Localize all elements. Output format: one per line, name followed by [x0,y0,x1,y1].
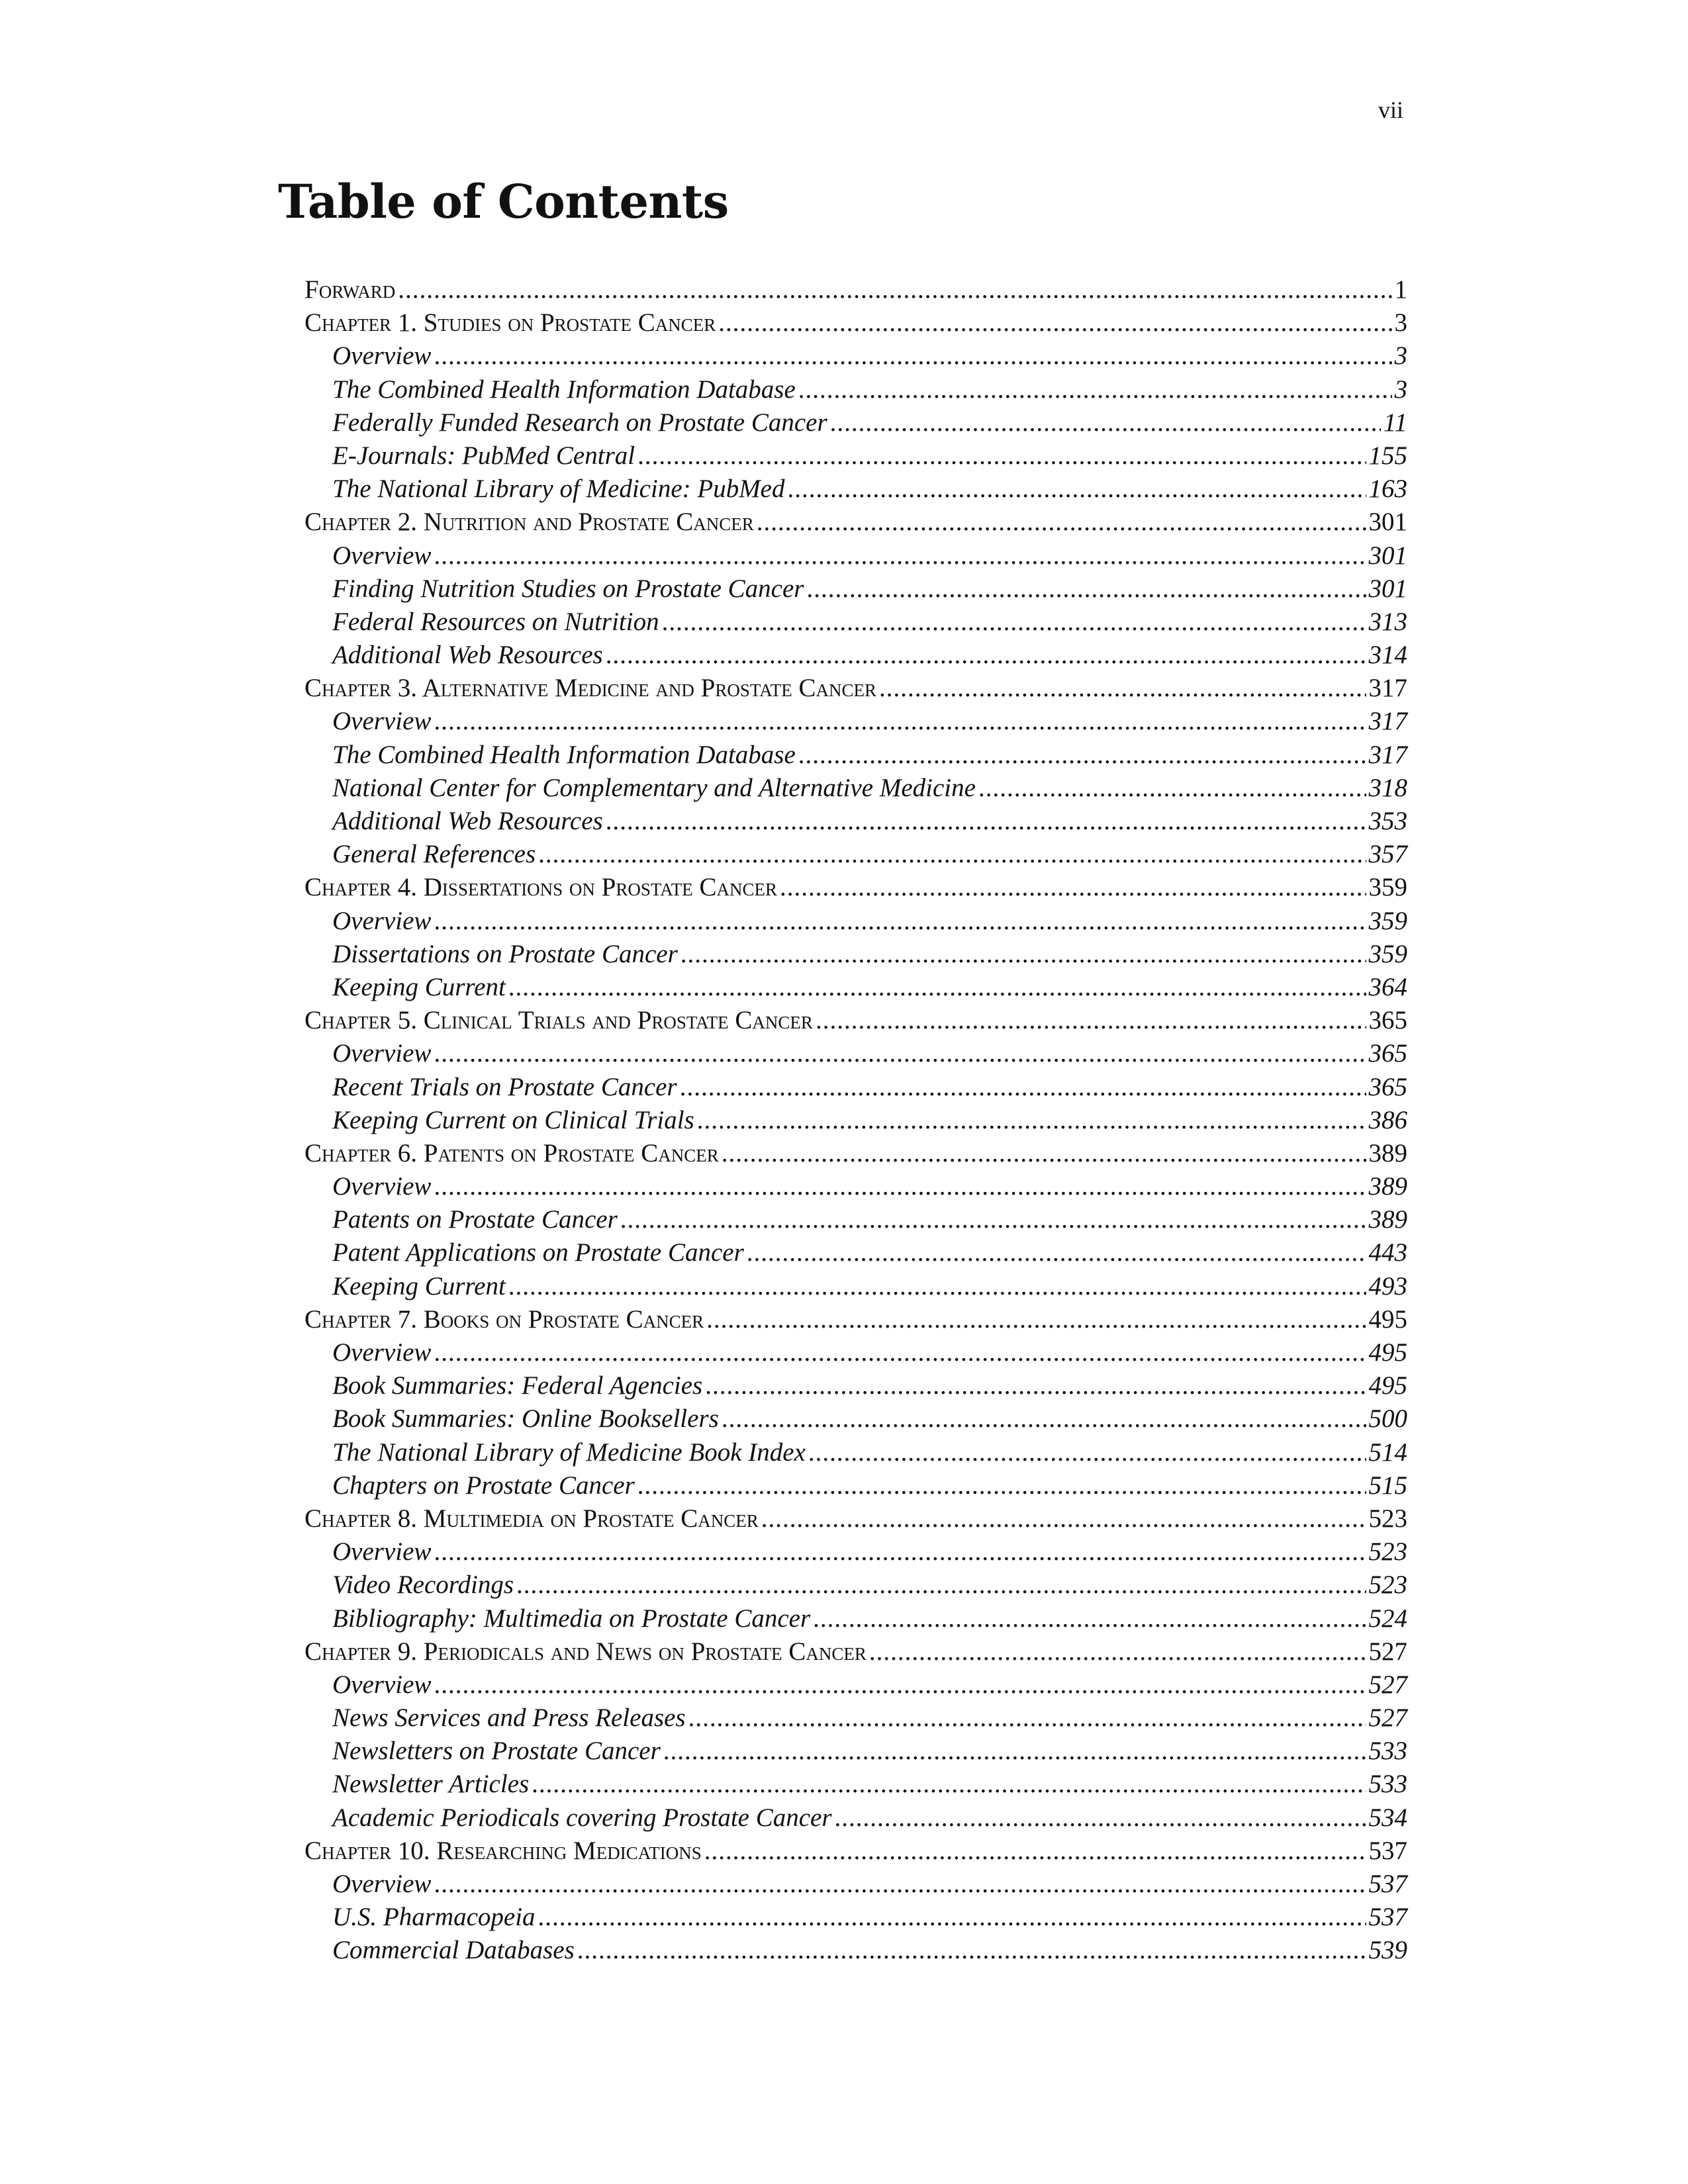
toc-chapter-entry[interactable] [305,1835,1407,1868]
dot-leader [830,406,1381,439]
toc-entry-page-number: 389 [1368,1138,1407,1167]
toc-chapter-entry[interactable] [305,1635,1407,1668]
toc-section-entry[interactable] [305,772,1407,805]
toc-entry-page-number: 301 [1368,541,1407,570]
toc-entry-label: Newsletters on Prostate Cancer [332,1737,661,1766]
toc-entry-page-number: 533 [1368,1737,1407,1766]
toc-entry-label: Bibliography: Multimedia on Prostate Cancer [332,1604,811,1633]
dot-leader [508,971,1366,1004]
toc-section-entry[interactable] [305,1702,1407,1735]
toc-section-entry[interactable] [305,1402,1407,1435]
toc-entry-page-number: 527 [1368,1704,1407,1733]
dot-leader [637,1469,1366,1502]
toc-section-entry[interactable] [305,572,1407,606]
toc-entry-label: Keeping Current [332,1271,506,1300]
toc-entry-page-number: 3 [1394,341,1407,371]
dot-leader [808,1436,1366,1469]
toc-section-entry[interactable] [305,1569,1407,1602]
toc-entry-page-number: 495 [1368,1338,1407,1367]
dot-leader [798,373,1392,406]
dot-leader [577,1934,1366,1967]
toc-section-entry[interactable] [305,1071,1407,1104]
dot-leader [788,473,1366,506]
toc-entry-page-number: 301 [1368,574,1407,603]
toc-entry-page-number: 359 [1368,939,1407,968]
dot-leader [704,1835,1366,1868]
toc-entry-page-number: 317 [1368,674,1407,703]
toc-entry-page-number: 515 [1368,1471,1407,1500]
toc-entry-page-number: 1 [1394,275,1407,304]
toc-entry-label: Chapter 5. Clinical Trials and Prostate Cancer [305,1006,813,1035]
toc-section-entry[interactable] [305,971,1407,1004]
toc-entry-label: News Services and Press Releases [332,1704,686,1733]
dot-leader [813,1602,1366,1635]
toc-entry-label: The Combined Health Information Database [332,740,796,769]
toc-entry-page-number: 537 [1368,1903,1407,1932]
dot-leader [879,672,1366,705]
toc-entry-label: Overview [332,1670,432,1699]
toc-entry-label: Overview [332,1039,432,1068]
toc-entry-label: Chapter 7. Books on Prostate Cancer [305,1304,704,1334]
toc-entry-page-number: 301 [1368,508,1407,537]
dot-leader [978,772,1366,805]
dot-leader [680,1071,1366,1104]
toc-entry-label: Forward [305,275,396,304]
toc-section-entry[interactable] [305,938,1407,971]
toc-chapter-entry[interactable] [305,506,1407,539]
toc-entry-label: Commercial Databases [332,1936,575,1965]
toc-entry-label: The National Library of Medicine: PubMed [332,475,785,504]
toc-entry-label: Chapter 3. Alternative Medicine and Prostate Cancer [305,674,876,703]
toc-entry-page-number: 155 [1368,441,1407,470]
dot-leader [697,1104,1366,1137]
toc-entry-label: Keeping Current on Clinical Trials [332,1105,694,1134]
toc-entry-page-number: 357 [1368,840,1407,869]
toc-entry-page-number: 364 [1368,972,1407,1001]
toc-section-entry[interactable] [305,1535,1407,1569]
dot-leader [706,1303,1366,1336]
dot-leader [798,739,1366,772]
toc-section-entry[interactable] [305,373,1407,406]
toc-section-entry[interactable] [305,705,1407,738]
toc-entry-page-number: 317 [1368,707,1407,736]
toc-entry-page-number: 389 [1368,1172,1407,1201]
toc-entry-label: Academic Periodicals covering Prostate Cancer [332,1803,832,1832]
dot-leader [722,1402,1366,1435]
dot-leader [722,1137,1366,1170]
toc-entry-label: U.S. Pharmacopeia [332,1903,536,1932]
toc-chapter-entry[interactable] [305,1303,1407,1336]
toc-entry-page-number: 514 [1368,1437,1407,1467]
dot-leader [538,838,1366,871]
toc-section-entry[interactable] [305,1037,1407,1070]
toc-entry-page-number: 527 [1368,1637,1407,1666]
toc-section-entry[interactable] [305,340,1407,373]
dot-leader [434,905,1366,938]
toc-entry-label: Book Summaries: Federal Agencies [332,1371,703,1400]
dot-leader [780,871,1366,904]
toc-chapter-entry[interactable] [305,1004,1407,1037]
toc-entry-label: Keeping Current [332,972,506,1001]
dot-leader [434,1170,1366,1203]
toc-entry-label: General References [332,840,536,869]
toc-entry-label: Overview [332,906,432,935]
toc-section-entry[interactable] [305,838,1407,871]
toc-entry-page-number: 318 [1368,773,1407,802]
toc-entry-label: Overview [332,707,432,736]
toc-chapter-entry[interactable] [305,1502,1407,1535]
dot-leader [532,1768,1366,1801]
toc-entry-label: Patent Applications on Prostate Cancer [332,1238,744,1267]
toc-entry-page-number: 359 [1368,873,1407,902]
toc-entry-page-number: 389 [1368,1205,1407,1234]
toc-entry-label: National Center for Complementary and Alternative Medicine [332,773,976,802]
toc-entry-page-number: 527 [1368,1670,1407,1699]
toc-section-entry[interactable] [305,1901,1407,1934]
toc-entry-label: Chapter 4. Dissertations on Prostate Cancer [305,873,777,902]
dot-leader [806,572,1366,606]
toc-entry-page-number: 365 [1368,1039,1407,1068]
dot-leader [663,1735,1366,1768]
toc-section-entry[interactable] [305,1236,1407,1269]
toc-entry-page-number: 534 [1368,1803,1407,1832]
toc-section-entry[interactable] [305,1104,1407,1137]
dot-leader [816,1004,1366,1037]
toc-entry-page-number: 493 [1368,1271,1407,1300]
toc-entry-page-number: 533 [1368,1770,1407,1799]
toc-entry-page-number: 11 [1383,408,1407,437]
toc-section-entry[interactable] [305,1270,1407,1303]
toc-section-entry[interactable] [305,1203,1407,1236]
toc-entry-label: Recent Trials on Prostate Cancer [332,1072,677,1101]
toc-entry-page-number: 3 [1394,375,1407,404]
dot-leader [508,1270,1366,1303]
toc-entry-label: Federal Resources on Nutrition [332,607,659,636]
dot-leader [835,1801,1366,1835]
toc-entry-label: Newsletter Articles [332,1770,530,1799]
toc-section-entry[interactable] [305,1735,1407,1768]
toc-entry-page-number: 359 [1368,906,1407,935]
dot-leader [747,1236,1366,1269]
toc-entry-page-number: 313 [1368,607,1407,636]
toc-section-entry[interactable] [305,1768,1407,1801]
toc-entry-label: Chapter 2. Nutrition and Prostate Cancer [305,508,754,537]
dot-leader [516,1569,1366,1602]
toc-entry-page-number: 537 [1368,1836,1407,1865]
toc-entry-label: Additional Web Resources [332,641,603,670]
toc-section-entry[interactable] [305,1336,1407,1369]
toc-entry-label: E-Journals: PubMed Central [332,441,635,470]
table-of-contents [305,273,1407,1968]
dot-leader [398,273,1391,306]
toc-entry-page-number: 523 [1368,1570,1407,1600]
toc-entry-label: Chapter 8. Multimedia on Prostate Cancer [305,1504,759,1533]
toc-entry-page-number: 365 [1368,1072,1407,1101]
toc-entry-page-number: 524 [1368,1604,1407,1633]
toc-section-entry[interactable] [305,406,1407,439]
toc-entry-page-number: 495 [1368,1371,1407,1400]
toc-entry-page-number: 443 [1368,1238,1407,1267]
toc-entry-label: Chapter 1. Studies on Prostate Cancer [305,308,716,338]
toc-section-entry[interactable] [305,439,1407,473]
dot-leader [434,340,1391,373]
toc-entry-label: Patents on Prostate Cancer [332,1205,618,1234]
toc-section-entry[interactable] [305,1934,1407,1967]
toc-section-entry[interactable] [305,606,1407,639]
dot-leader [434,1668,1366,1702]
toc-section-entry[interactable] [305,1868,1407,1901]
toc-chapter-entry[interactable] [305,871,1407,904]
dot-leader [680,938,1366,971]
toc-entry-page-number: 3 [1394,308,1407,338]
toc-entry-label: Video Recordings [332,1570,514,1600]
dot-leader [757,506,1366,539]
toc-entry-page-number: 539 [1368,1936,1407,1965]
dot-leader [662,606,1366,639]
toc-entry-label: The National Library of Medicine Book Index [332,1437,806,1467]
toc-entry-label: Overview [332,341,432,371]
dot-leader [606,805,1366,838]
toc-section-entry[interactable] [305,905,1407,938]
dot-leader [620,1203,1366,1236]
toc-section-entry[interactable] [305,1602,1407,1635]
toc-entry-page-number: 500 [1368,1404,1407,1433]
toc-entry-label: Chapter 9. Periodicals and News on Prostate Cancer [305,1637,867,1666]
dot-leader [718,306,1391,340]
toc-section-entry[interactable] [305,539,1407,572]
dot-leader [434,1336,1366,1369]
toc-section-entry[interactable] [305,805,1407,838]
toc-entry-label: Overview [332,1338,432,1367]
dot-leader [434,1037,1366,1070]
dot-leader [606,639,1366,672]
toc-chapter-entry[interactable] [305,306,1407,340]
toc-entry-page-number: 537 [1368,1870,1407,1898]
toc-entry-label: Chapter 10. Researching Medications [305,1836,702,1865]
toc-entry-label: The Combined Health Information Database [332,375,796,404]
dot-leader [637,439,1366,473]
toc-entry-label: Additional Web Resources [332,807,603,835]
dot-leader [434,1535,1366,1569]
toc-entry-label: Federally Funded Research on Prostate Cancer [332,408,827,437]
toc-entry-page-number: 523 [1368,1504,1407,1533]
toc-entry-page-number: 386 [1368,1105,1407,1134]
dot-leader [434,1868,1366,1901]
toc-entry-page-number: 495 [1368,1304,1407,1334]
dot-leader [869,1635,1366,1668]
toc-section-entry[interactable] [305,1469,1407,1502]
toc-entry-page-number: 353 [1368,807,1407,835]
dot-leader [705,1369,1366,1402]
toc-entry-label: Overview [332,541,432,570]
toc-chapter-entry[interactable] [305,273,1407,306]
toc-entry-page-number: 365 [1368,1006,1407,1035]
toc-section-entry[interactable] [305,1170,1407,1203]
toc-section-entry[interactable] [305,1801,1407,1835]
dot-leader [761,1502,1366,1535]
dot-leader [434,539,1366,572]
toc-section-entry[interactable] [305,1668,1407,1702]
toc-entry-label: Book Summaries: Online Booksellers [332,1404,719,1433]
toc-entry-label: Overview [332,1870,432,1898]
toc-entry-page-number: 523 [1368,1537,1407,1567]
toc-entry-label: Dissertations on Prostate Cancer [332,939,678,968]
toc-chapter-entry[interactable] [305,1137,1407,1170]
toc-section-entry[interactable] [305,639,1407,672]
toc-entry-label: Overview [332,1172,432,1201]
toc-section-entry[interactable] [305,739,1407,772]
dot-leader [538,1901,1366,1934]
toc-entry-label: Overview [332,1537,432,1567]
toc-entry-page-number: 163 [1368,475,1407,504]
dot-leader [688,1702,1366,1735]
dot-leader [434,705,1366,738]
toc-section-entry[interactable] [305,1369,1407,1402]
toc-chapter-entry[interactable] [305,672,1407,705]
toc-section-entry[interactable] [305,473,1407,506]
toc-entry-label: Chapter 6. Patents on Prostate Cancer [305,1138,719,1167]
toc-entry-label: Chapters on Prostate Cancer [332,1471,635,1500]
page-number: vii [1378,97,1403,123]
toc-entry-page-number: 314 [1368,641,1407,670]
toc-entry-label: Finding Nutrition Studies on Prostate Cancer [332,574,804,603]
toc-section-entry[interactable] [305,1436,1407,1469]
page-title: Table of Contents [278,174,729,229]
toc-entry-page-number: 317 [1368,740,1407,769]
